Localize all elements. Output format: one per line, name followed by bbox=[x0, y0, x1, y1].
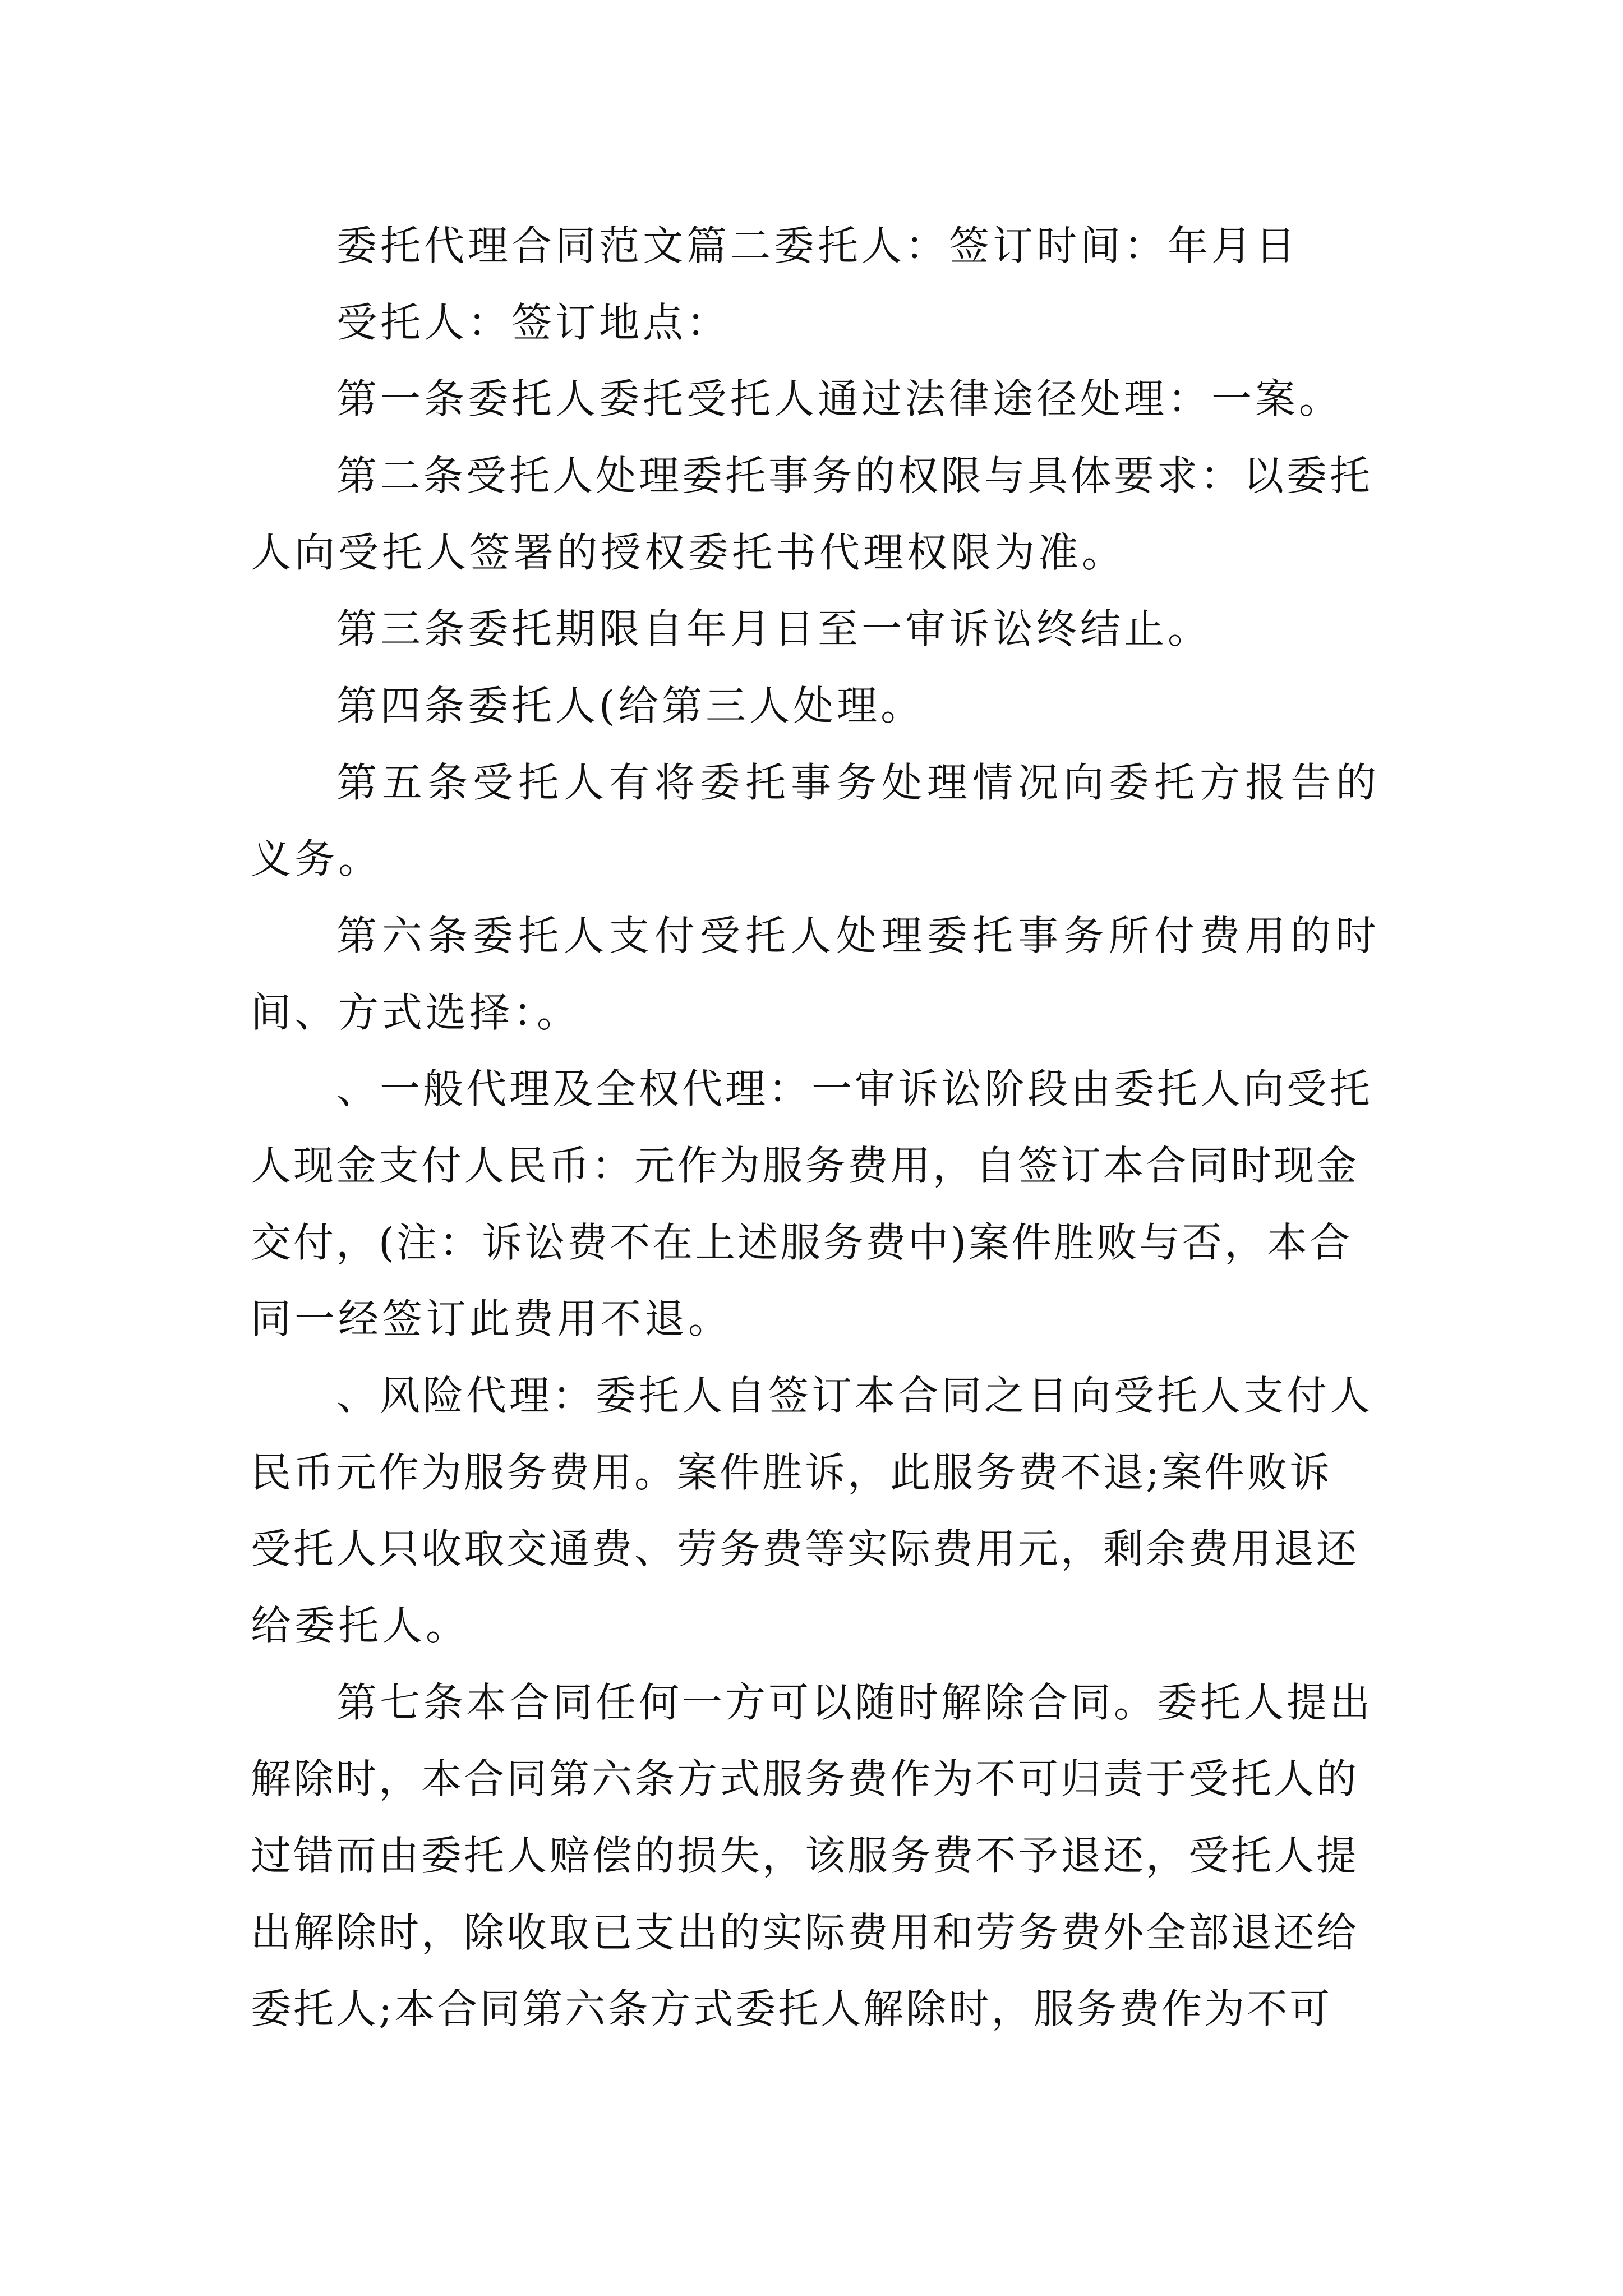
text-line-9: 义务。 bbox=[251, 835, 382, 882]
text-line-8: 第五条受托人有将委托事务处理情况向委托方报告的 bbox=[336, 759, 1382, 806]
text-line-2: 受托人：签订地点： bbox=[336, 299, 731, 346]
text-line-23: 出解除时，除收取已支出的实际费用和劳务费外全部退还给 bbox=[251, 1909, 1359, 1956]
text-line-21: 解除时，本合同第六条方式服务费作为不可归责于受托人的 bbox=[251, 1755, 1359, 1802]
text-line-12: 、一般代理及全权代理：一审诉讼阶段由委托人向受托 bbox=[336, 1065, 1373, 1112]
text-line-17: 民币元作为服务费用。案件胜诉，此服务费不退;案件败诉 bbox=[251, 1449, 1332, 1496]
text-line-24: 委托人;本合同第六条方式委托人解除时，服务费作为不可 bbox=[251, 1985, 1332, 2032]
text-line-15: 同一经签订此费用不退。 bbox=[251, 1295, 732, 1342]
text-line-18: 受托人只收取交通费、劳务费等实际费用元，剩余费用退还 bbox=[251, 1525, 1359, 1572]
text-line-3: 第一条委托人委托受托人通过法律途径处理：一案。 bbox=[336, 375, 1343, 422]
text-line-11: 间、方式选择：。 bbox=[251, 989, 581, 1036]
text-line-13: 人现金支付人民币：元作为服务费用，自签订本合同时现金 bbox=[251, 1142, 1359, 1189]
text-line-16: 、风险代理：委托人自签订本合同之日向受托人支付人 bbox=[336, 1372, 1373, 1419]
text-line-10: 第六条委托人支付受托人处理委托事务所付费用的时 bbox=[336, 912, 1382, 959]
text-line-19: 给委托人。 bbox=[251, 1602, 470, 1649]
text-line-1: 委托代理合同范文篇二委托人：签订时间：年月日 bbox=[336, 222, 1299, 269]
text-line-6: 第三条委托期限自年月日至一审诉讼终结止。 bbox=[336, 605, 1212, 652]
text-line-4: 第二条受托人处理委托事务的权限与具体要求：以委托 bbox=[336, 452, 1373, 499]
text-line-5: 人向受托人签署的授权委托书代理权限为准。 bbox=[251, 529, 1126, 576]
text-line-22: 过错而由委托人赔偿的损失，该服务费不予退还，受托人提 bbox=[251, 1832, 1359, 1879]
text-line-14: 交付，(注：诉讼费不在上述服务费中)案件胜败与否，本合 bbox=[251, 1219, 1353, 1266]
text-line-20: 第七条本合同任何一方可以随时解除合同。委托人提出 bbox=[336, 1679, 1373, 1726]
text-line-7: 第四条委托人(给第三人处理。 bbox=[336, 682, 925, 729]
